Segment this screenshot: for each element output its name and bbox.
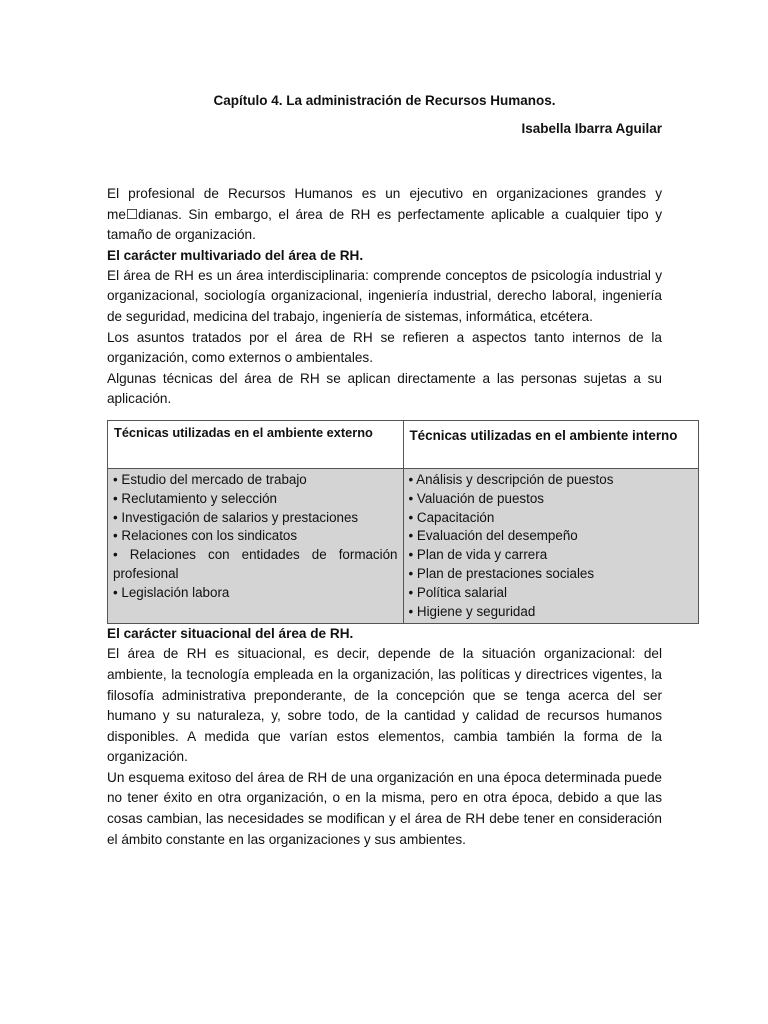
external-technique-item: • Legislación labora	[113, 584, 230, 600]
internal-technique-item: • Capacitación	[408, 509, 495, 525]
internal-technique-item: • Plan de vida y carrera	[408, 547, 548, 563]
paragraph-interdisciplinaria: El área de RH es un área interdisciplinaria: comprende conceptos de psicología industrial y organizacional, sociología organizacional, ingeniería industrial, derecho laboral, ingeniería de seguridad, medicina del trabajo, ingeniería de sistemas, informática, etcétera.	[107, 267, 662, 324]
internal-technique-item: • Valuación de puestos	[408, 490, 544, 506]
author-name: Isabella Ibarra Aguilar	[521, 121, 662, 136]
internal-technique-item: • Evaluación del desempeño	[408, 528, 578, 544]
document-page	[107, 92, 678, 850]
external-techniques-list	[113, 471, 398, 603]
section-heading-multivariado: El carácter multivariado del área de RH.	[107, 247, 364, 263]
paragraph-situacional: El área de RH es situacional, es decir, depende de la situación organizacional: del ambiente, la tecnología empleada en la organización, las políticas y directrices vigentes, la filosofía administrativa preponderante, de la concepción que se tenga acerca del ser humano y su naturaleza, y, sobre todo, de la cantidad y calidad de recursos humanos disponibles. A medida que varían estos elementos, cambia también la forma de la organización.	[107, 646, 662, 765]
internal-technique-item: • Política salarial	[408, 584, 507, 600]
internal-technique-item: • Análisis y descripción de puestos	[408, 471, 614, 487]
internal-techniques-list	[409, 471, 694, 621]
paragraph-asuntos: Los asuntos tratados por el área de RH se refieren a aspectos tanto internos de la organización, como externos o ambientales.	[107, 329, 662, 366]
table-cell-external	[108, 468, 404, 623]
intro-paragraph: El profesional de Recursos Humanos es un ejecutivo en organizaciones grandes y me☐dianas. Sin embargo, el área de RH es perfectamente aplicable a cualquier tipo y tamaño de organización.	[107, 186, 662, 243]
internal-technique-item: • Plan de prestaciones sociales	[408, 565, 595, 581]
external-technique-item: • Relaciones con los sindicatos	[113, 528, 298, 544]
external-technique-item: • Reclutamiento y selección	[113, 490, 277, 506]
chapter-title: Capítulo 4. La administración de Recursos Humanos.	[213, 93, 556, 108]
table-header-external: Técnicas utilizadas en el ambiente externo	[108, 420, 404, 468]
external-technique-item: • Relaciones con entidades de formación profesional	[113, 547, 398, 581]
table-cell-internal	[403, 468, 699, 623]
external-technique-item: • Investigación de salarios y prestaciones	[113, 509, 359, 525]
paragraph-esquema-exitoso: Un esquema exitoso del área de RH de una organización en una época determinada puede no tener éxito en otra organización, o en la misma, pero en otra época, debido a que las cosas cambian, las necesidades se modifican y el área de RH debe tener en consideración el ámbito constante en las organizaciones y sus ambientes.	[107, 769, 662, 847]
internal-technique-item: • Higiene y seguridad	[408, 603, 536, 619]
section-heading-situacional: El carácter situacional del área de RH.	[107, 626, 354, 642]
table-header-internal: Técnicas utilizadas en el ambiente interno	[403, 420, 699, 468]
paragraph-tecnicas: Algunas técnicas del área de RH se aplican directamente a las personas sujetas a su aplicación.	[107, 370, 662, 407]
techniques-table	[107, 420, 699, 624]
external-technique-item: • Estudio del mercado de trabajo	[113, 471, 307, 487]
